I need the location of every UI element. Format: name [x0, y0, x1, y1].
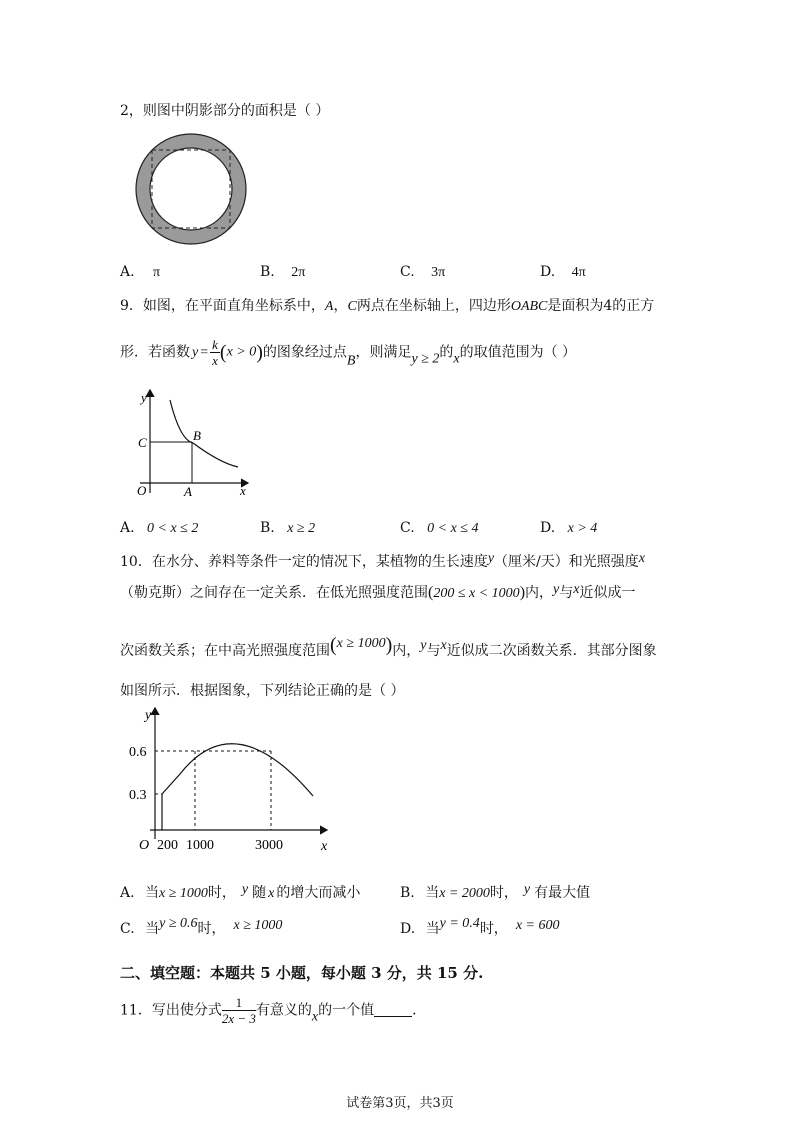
- q11-prefix: 11．写出使分式: [120, 1002, 222, 1019]
- q10-label-y: y: [145, 708, 152, 723]
- page-footer: 试卷第3页，共3页: [346, 1096, 454, 1111]
- q9-line1: [120, 295, 654, 315]
- q10-option-b[interactable]: [400, 882, 590, 902]
- q8-option-d-value: 4π: [571, 265, 586, 280]
- q10-line2-prefix: （勒克斯）之间存在一定关系．在低光照强度范围: [120, 585, 428, 601]
- q9-graph: [120, 385, 260, 503]
- q10-line2-x: x: [573, 582, 580, 597]
- q10-curve: [162, 744, 313, 796]
- q10-label-x: x: [321, 839, 328, 854]
- q10-tick-06: 0.6: [129, 745, 147, 760]
- q9-fn-cond: x > 0: [226, 344, 257, 360]
- q10-line1-y: y: [487, 551, 495, 566]
- q11-end: .: [412, 1002, 417, 1019]
- q8-option-a-label: A.: [120, 264, 135, 280]
- q9-option-b-label: B.: [260, 520, 275, 536]
- q9-label-a: A: [184, 484, 192, 499]
- q10-option-c-pre: 当: [145, 921, 160, 937]
- q9-label-x: x: [240, 483, 246, 498]
- q10-line2-mid2: 与: [559, 585, 574, 601]
- q10-option-b-mid: 时，: [489, 885, 518, 901]
- q9-line2-ineq: y ≥ 2: [411, 351, 440, 367]
- q9-line2-prefix: 形．若函数: [120, 344, 190, 361]
- q8-figure: [130, 130, 256, 248]
- q10-line1-mid: （厘米/天）和光照强度: [494, 554, 639, 570]
- q8-stem: 2，则图中阴影部分的面积是（ ）: [120, 103, 330, 119]
- q10-line4: 如图所示．根据图象，下列结论正确的是（ ）: [120, 683, 405, 699]
- q8-option-c[interactable]: [400, 264, 445, 281]
- q10-option-a-label: A.: [120, 885, 135, 901]
- q10-line3-mid2: 与: [426, 643, 441, 659]
- q9-label-y: y: [141, 390, 147, 405]
- q10-option-c-mid: 时，: [197, 921, 226, 937]
- q9-fn-y: y: [192, 344, 199, 360]
- q11-mid: 有意义的: [255, 1002, 312, 1019]
- q9-fn-fraction: [210, 338, 220, 367]
- q10-option-c-label: C.: [120, 921, 135, 937]
- q10-option-d-cond: y = 0.4: [439, 916, 480, 931]
- q9-option-a-value: 0 < x ≤ 2: [147, 521, 199, 536]
- q8-option-c-value: 3π: [431, 265, 446, 280]
- q10-option-a-var1: y: [241, 882, 249, 897]
- q9-option-c-label: C.: [400, 520, 415, 536]
- q8-inner-circle: [150, 148, 232, 230]
- q9-line1-mid: 两点在坐标轴上，四边形: [356, 298, 511, 314]
- q8-option-a[interactable]: [120, 264, 160, 281]
- q9-line2-mid3: 的: [439, 344, 454, 361]
- q10-option-d[interactable]: [400, 916, 559, 938]
- q10-option-d-label: D.: [400, 921, 416, 937]
- q11-var: x: [311, 1009, 319, 1025]
- q10-line1-prefix: 10．在水分、养料等条件一定的情况下，某植物的生长速度: [120, 554, 488, 570]
- q10-line3-y: y: [420, 638, 427, 653]
- q9-line2-mid2: ，则满足: [355, 344, 412, 361]
- q9-line2-mid: 的图象经过点: [262, 344, 347, 361]
- q10-line3-prefix: 次函数关系；在中高光照强度范围: [120, 643, 330, 659]
- q10-line3: 次函数关系；在中高光照强度范围(x ≥ 1000)内，y与x近似成二次函数关系．其部分图象: [120, 634, 657, 659]
- q9-option-d-label: D.: [540, 520, 556, 536]
- q10-option-c-res: x ≥ 1000: [233, 918, 283, 933]
- q10-option-b-pre: 当: [425, 885, 440, 901]
- q9-line1-prefix: 9．如图，在平面直角坐标系中，: [120, 298, 325, 314]
- q9-option-b[interactable]: [260, 520, 315, 537]
- q9-label-c: C: [138, 435, 147, 450]
- q10-line3-mid: 内，: [392, 643, 421, 659]
- q10-option-a-cond: x ≥ 1000: [159, 886, 208, 901]
- q10-line2-suffix: 近似成一: [579, 585, 636, 601]
- q8-option-c-label: C.: [400, 264, 415, 280]
- q10-line3-suffix: 近似成二次函数关系．其部分图象: [446, 643, 657, 659]
- section-2-heading: 二、填空题：本题共 5 小题，每小题 3 分，共 15 分.: [120, 964, 484, 982]
- q10-label-o: O: [139, 838, 150, 853]
- q10-tick-3000: 3000: [255, 838, 283, 853]
- q9-line2-point: B: [346, 353, 356, 369]
- q10-option-b-cond: x = 2000: [439, 886, 490, 901]
- q11-frac-num: 1: [222, 996, 256, 1011]
- q9-option-c-value: 0 < x ≤ 4: [427, 521, 479, 536]
- q10-tick-03: 0.3: [129, 788, 147, 803]
- q10-line2-mid: 内，: [525, 585, 554, 601]
- q8-option-b-value: 2π: [291, 265, 306, 280]
- q9-line2-suffix: 的取值范围为（ ）: [459, 344, 577, 361]
- q10-line2-range: 200 ≤ x < 1000: [433, 586, 520, 601]
- q11-line: [120, 996, 417, 1025]
- q9-option-b-value: x ≥ 2: [287, 521, 316, 536]
- q9-fn-num: k: [212, 337, 218, 352]
- q9-line2-var: x: [453, 351, 460, 367]
- q11-answer-blank[interactable]: [374, 1004, 412, 1017]
- q11-suffix: 的一个值: [318, 1002, 375, 1019]
- q10-line3-range: x ≥ 1000: [336, 636, 386, 651]
- q8-option-d[interactable]: [540, 264, 586, 281]
- q10-option-d-pre: 当: [425, 921, 440, 937]
- q8-option-d-label: D.: [540, 264, 556, 280]
- q10-option-a-var2: x: [268, 886, 275, 901]
- q9-line2: 形．若函数 y = $\frac{k}{x}$ (x > 0)的图象经过点B，则满足y ≥ 2的x的取值范围为（ ）: [120, 337, 577, 369]
- q10-tick-200: 200: [157, 838, 178, 853]
- q10-option-d-res: x = 600: [515, 918, 560, 933]
- q10-option-b-label: B.: [400, 885, 415, 901]
- q10-option-a-pre: 当: [145, 885, 160, 901]
- q10-line1-x: x: [638, 551, 645, 566]
- q8-option-a-value: π: [153, 265, 161, 280]
- q9-option-a-label: A.: [120, 520, 135, 536]
- q10-option-b-post: 有最大值: [534, 885, 591, 901]
- q10-line2: （勒克斯）之间存在一定关系．在低光照强度范围(200 ≤ x < 1000)内，y与x近似成一: [120, 582, 636, 601]
- q8-option-b-label: B.: [260, 264, 275, 280]
- q10-line1: [120, 551, 645, 571]
- q10-option-a-mid: 时，: [207, 885, 236, 901]
- q10-option-d-mid: 时，: [479, 921, 508, 937]
- q9-sep: ，: [333, 298, 348, 314]
- q10-tick-1000: 1000: [186, 838, 214, 853]
- q10-option-b-var: y: [523, 882, 531, 897]
- q9-option-a[interactable]: [120, 520, 198, 537]
- q10-option-a-post: 的增大而减小: [276, 885, 361, 901]
- q10-option-c[interactable]: [120, 916, 282, 938]
- q9-label-o: O: [137, 483, 147, 498]
- q9-point-c: C: [347, 299, 357, 314]
- q10-option-a-mid2: 随: [252, 885, 267, 901]
- q9-label-b: B: [193, 428, 201, 443]
- q9-point-a: A: [324, 299, 334, 314]
- q11-fraction: [222, 996, 256, 1025]
- q9-option-d[interactable]: [540, 520, 597, 537]
- q8-option-b[interactable]: [260, 264, 305, 281]
- q9-option-d-value: x > 4: [567, 521, 598, 536]
- q9-quad: OABC: [510, 299, 548, 314]
- q10-option-a[interactable]: [120, 882, 360, 902]
- q9-line1-suffix: 是面积为4的正方: [547, 298, 655, 314]
- q9-fn-eq: =: [200, 344, 209, 360]
- q10-line2-y: y: [553, 582, 560, 597]
- q11-frac-den: 2x − 3: [221, 1011, 256, 1026]
- q9-fn-den: x: [212, 353, 218, 368]
- q9-option-c[interactable]: [400, 520, 478, 537]
- q9-curve: [170, 400, 238, 467]
- q10-graph: [125, 704, 340, 860]
- q10-option-c-cond: y ≥ 0.6: [159, 916, 198, 931]
- q10-line3-x: x: [440, 638, 447, 653]
